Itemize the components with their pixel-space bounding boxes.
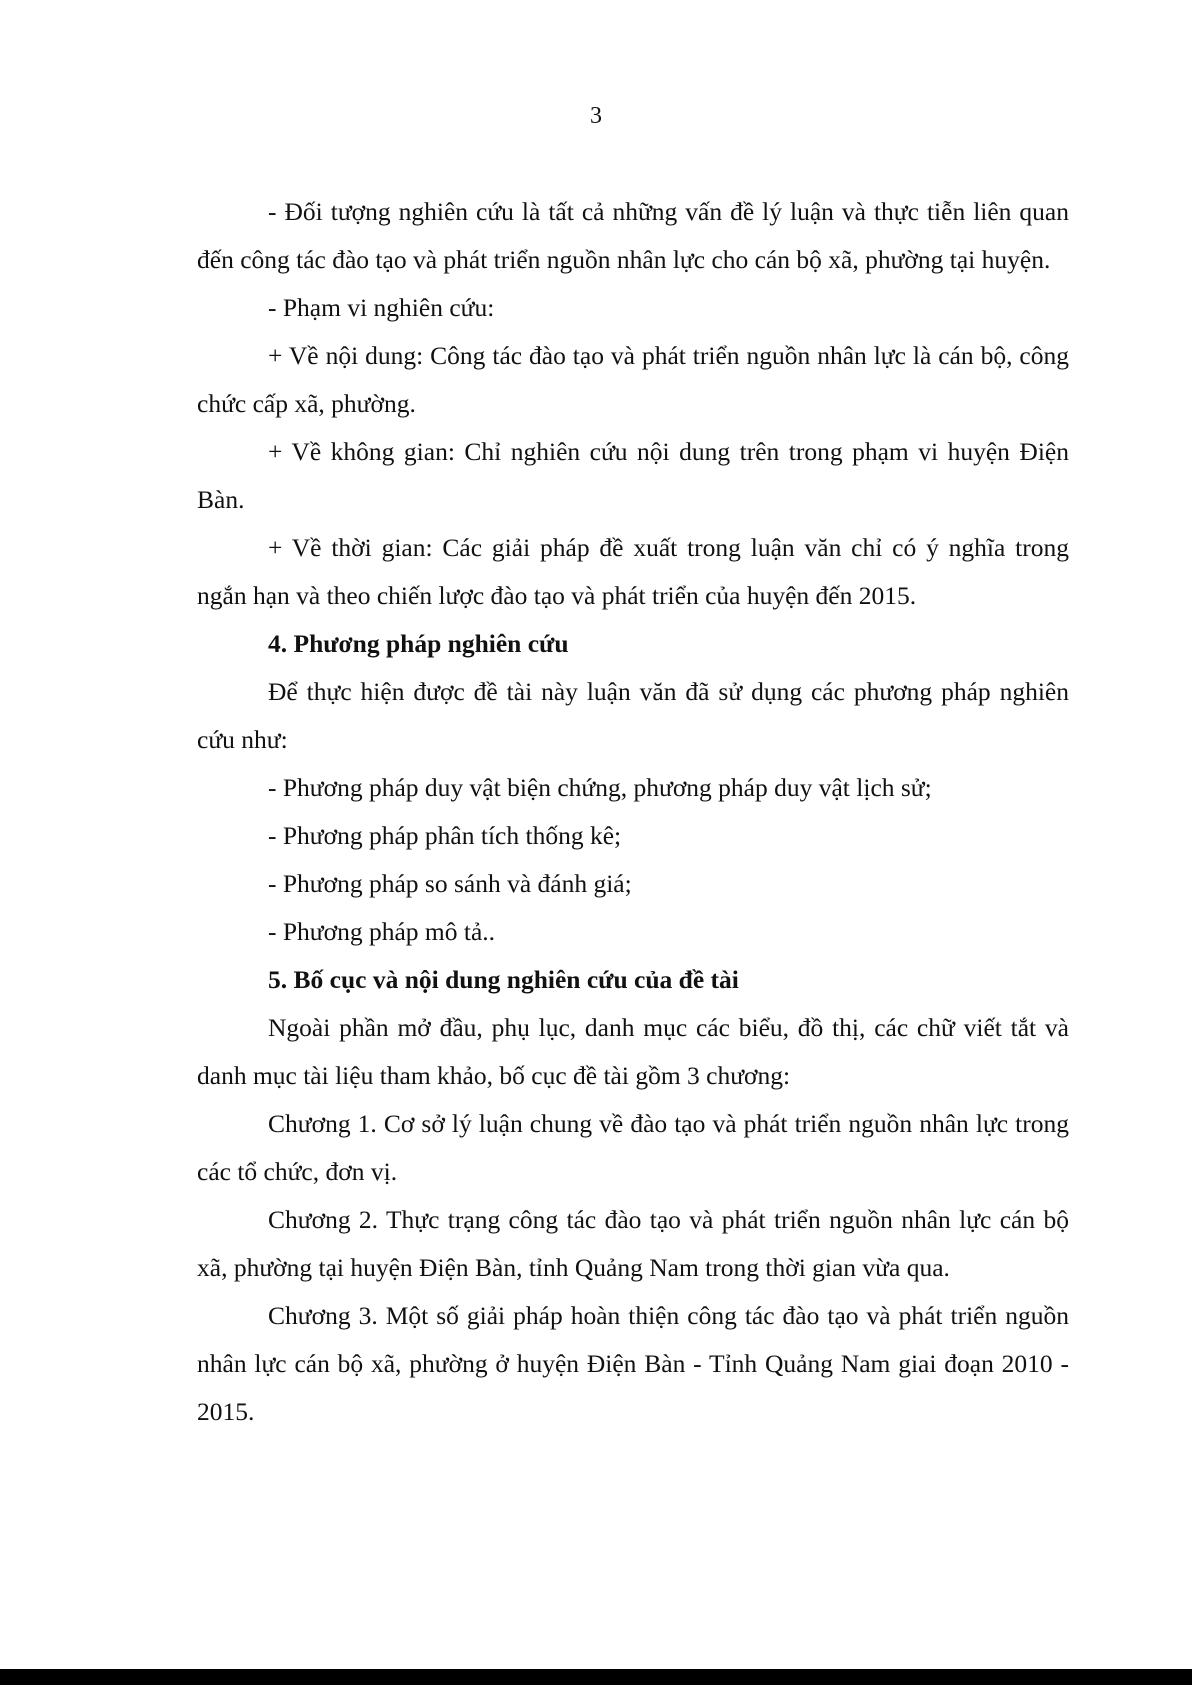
- paragraph-chapter-3: Chương 3. Một số giải pháp hoàn thiện công tác đào tạo và phát triển nguồn nhân lực cán bộ xã, phường ở huyện Điện Bàn - Tỉnh Quảng Nam giai đoạn 2010 - 2015.: [197, 1301, 1069, 1426]
- paragraph-chapter-1: Chương 1. Cơ sở lý luận chung về đào tạo và phát triển nguồn nhân lực trong các tổ chức, đơn vị.: [197, 1109, 1069, 1186]
- paragraph-chapter-2: Chương 2. Thực trạng công tác đào tạo và phát triển nguồn nhân lực cán bộ xã, phường tại huyện Điện Bàn, tỉnh Quảng Nam trong thời gian vừa qua.: [197, 1205, 1069, 1282]
- paragraph-scope-content: + Về nội dung: Công tác đào tạo và phát triển nguồn nhân lực là cán bộ, công chức cấp xã, phường.: [197, 341, 1069, 418]
- section-heading-structure: 5. Bố cục và nội dung nghiên cứu của đề tài: [268, 965, 739, 994]
- paragraph-research-object: - Đối tượng nghiên cứu là tất cả những vấn đề lý luận và thực tiễn liên quan đến công tác đào tạo và phát triển nguồn nhân lực cho cán bộ xã, phường tại huyện.: [197, 197, 1069, 274]
- page-number: 3: [590, 103, 602, 129]
- list-item-method-comparison: - Phương pháp so sánh và đánh giá;: [268, 869, 632, 898]
- paragraph-research-scope: - Phạm vi nghiên cứu:: [268, 293, 495, 322]
- paragraph-methods-intro: Để thực hiện được đề tài này luận văn đã sử dụng các phương pháp nghiên cứu như:: [197, 677, 1069, 754]
- paragraph-scope-time: + Về thời gian: Các giải pháp đề xuất trong luận văn chỉ có ý nghĩa trong ngắn hạn và theo chiến lược đào tạo và phát triển của huyện đến 2015.: [197, 533, 1069, 610]
- section-heading-methods: 4. Phương pháp nghiên cứu: [268, 629, 569, 658]
- document-body: [197, 188, 1069, 1436]
- list-item-method-dialectical: - Phương pháp duy vật biện chứng, phương pháp duy vật lịch sử;: [268, 773, 932, 802]
- paragraph-scope-space: + Về không gian: Chỉ nghiên cứu nội dung trên trong phạm vi huyện Điện Bàn.: [197, 437, 1069, 514]
- list-item-method-statistical: - Phương pháp phân tích thống kê;: [268, 821, 622, 850]
- paragraph-structure-intro: Ngoài phần mở đầu, phụ lục, danh mục các biểu, đồ thị, các chữ viết tắt và danh mục tài liệu tham khảo, bố cục đề tài gồm 3 chương:: [197, 1013, 1069, 1090]
- list-item-method-description: - Phương pháp mô tả..: [268, 917, 496, 946]
- page-bottom-border: [0, 1669, 1192, 1685]
